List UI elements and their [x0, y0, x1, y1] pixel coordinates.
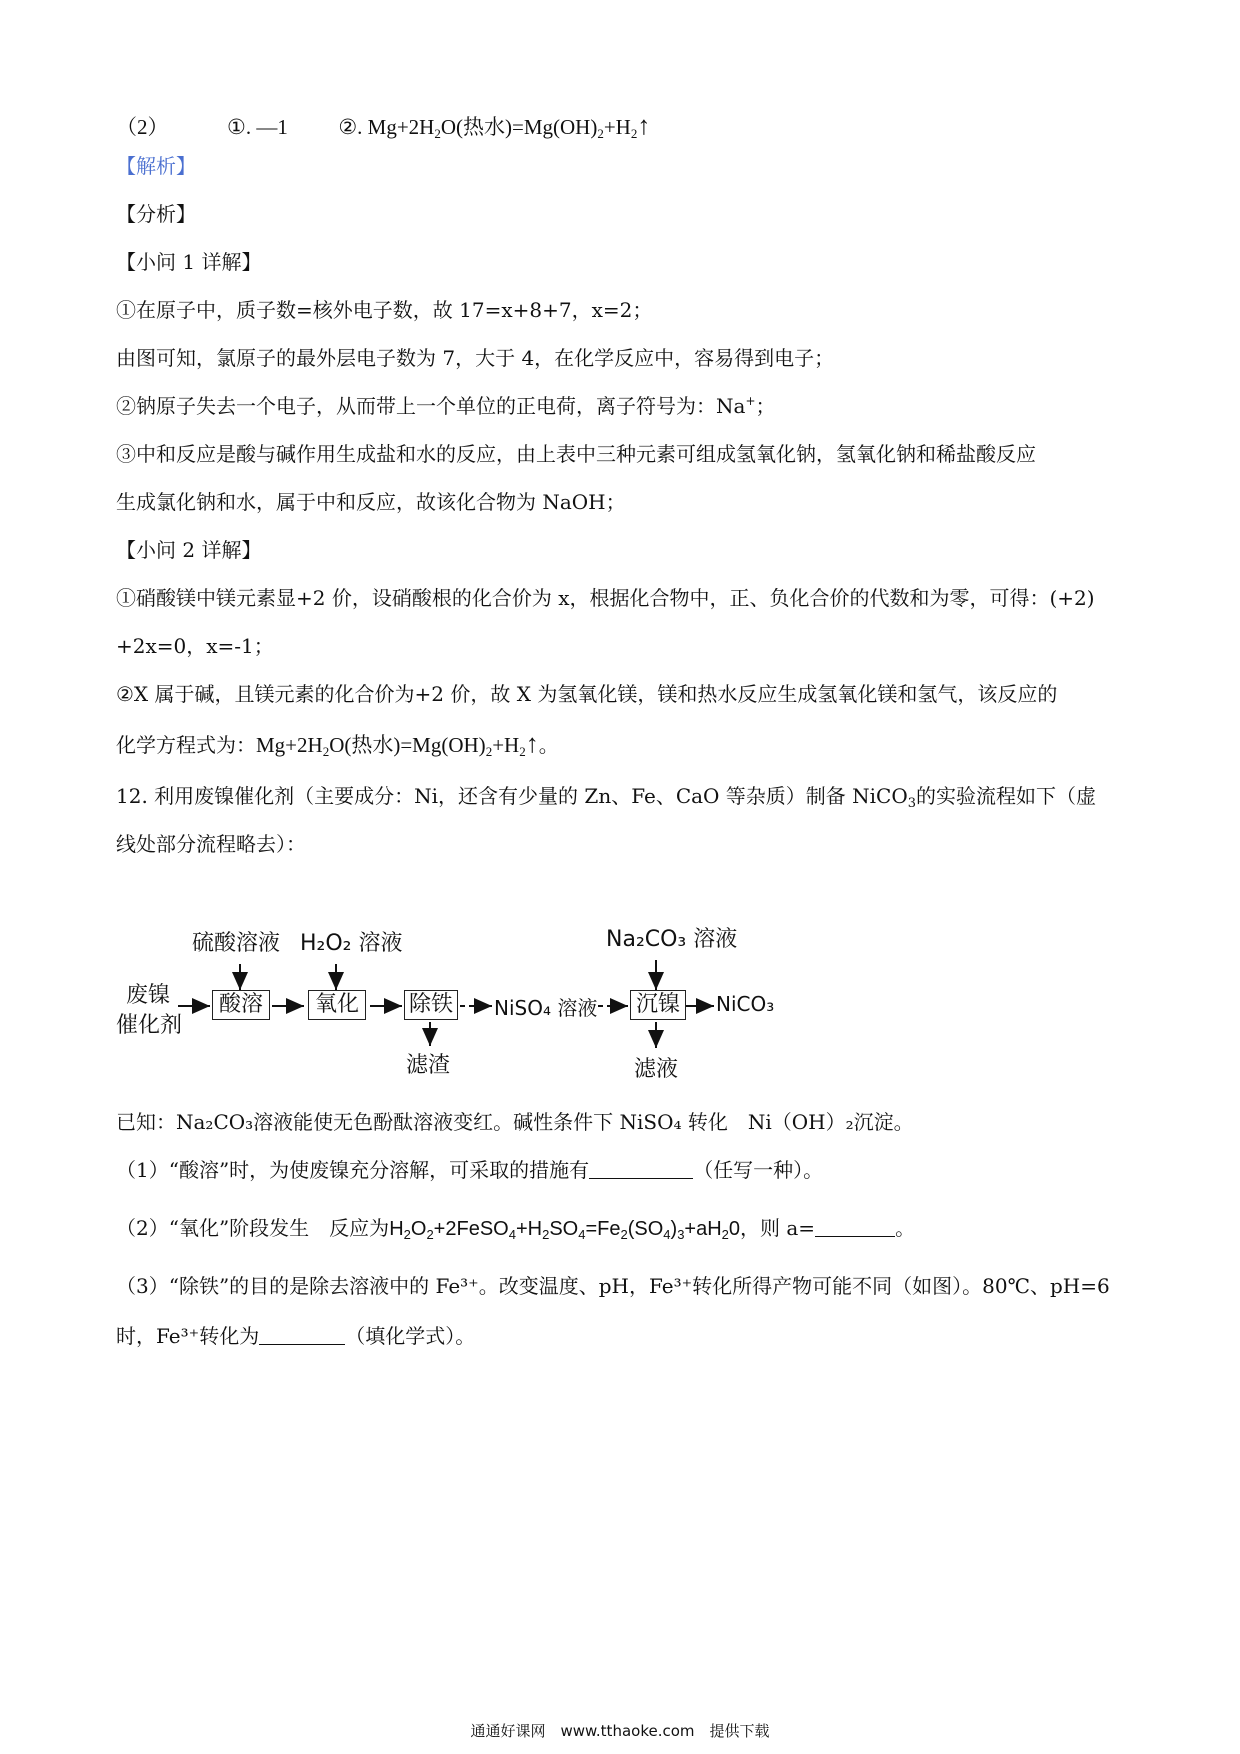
known-line: 已知：Na₂CO₃溶液能使无色酚酞溶液变红。碱性条件下 NiSO₄ 转化 Ni（OH）₂沉淀。	[116, 1110, 914, 1134]
sub2-formula: $Mg+2H_2O$(热水)$=Mg(OH)_2+H_2↑$	[256, 729, 539, 759]
input-label-1: 废镍	[126, 983, 171, 1008]
step-iron-removal: 除铁	[404, 990, 458, 1020]
answer-line	[116, 112, 650, 141]
sub1-line-2: 由图可知，氯原子的最外层电子数为 7，大于 4，在化学反应中，容易得到电子；	[116, 346, 835, 370]
answer-item-2-prefix: ②.	[338, 115, 363, 139]
question-3-line-1: （3）“除铁”的目的是除去溶液中的 Fe³⁺。改变温度、pH，Fe³⁺转化所得产物可能不同（如图）。80℃、pH=6	[116, 1274, 1110, 1298]
step-ni-precipitate: 沉镍	[630, 990, 686, 1020]
q12-line-1: 12. 利用废镍催化剂（主要成分：Ni，还含有少量的 Zn、Fe、CaO 等杂质）制备 NiCO$_3$的实验流程如下（虚	[116, 784, 1097, 811]
process-flow-diagram	[0, 920, 1240, 1100]
reagent-h2o2: H₂O₂ 溶液	[300, 931, 403, 956]
waste-filtrate: 滤液	[634, 1057, 679, 1082]
sub1-label: 【小问 1 详解】	[116, 250, 262, 274]
intermediate-niso4: NiSO₄ 溶液	[494, 996, 598, 1020]
reagent-acid: 硫酸溶液	[192, 931, 281, 956]
question-1: （1）“酸溶”时，为使废镍充分溶解，可采取的措施有 （任写一种）。	[116, 1158, 824, 1182]
oxidation-equation: $H_2O_2+2FeSO_4+H_2SO_4=Fe_2(SO_4)_3+aH_20$	[389, 1218, 741, 1242]
step-oxidize: 氧化	[308, 990, 366, 1020]
question-2: （2）“氧化”阶段发生 反应为$H_2O_2+2FeSO_4+H_2SO_4=Fe_2(SO_4)_3+aH_20$，则 a= 。	[116, 1216, 916, 1242]
sub1-line-4: ③中和反应是酸与碱作用生成盐和水的反应，由上表中三种元素可组成氢氧化钠，氢氧化钠和稀盐酸反应	[116, 442, 1036, 466]
answer-item-1: ①. —1	[227, 115, 288, 139]
input-label-2: 催化剂	[116, 1013, 183, 1038]
sub1-line-3: ②钠原子失去一个电子，从而带上一个单位的正电荷，离子符号为：Na+；	[116, 394, 776, 418]
sub1-line-5: 生成氯化钠和水，属于中和反应，故该化合物为 NaOH；	[116, 490, 626, 514]
waste-residue: 滤渣	[406, 1053, 451, 1078]
reagent-na2co3: Na₂CO₃ 溶液	[606, 927, 738, 952]
q12-line-2: 线处部分流程略去）：	[116, 832, 306, 856]
step-acid-dissolve: 酸溶	[212, 990, 270, 1020]
answer-part-label: （2）	[116, 115, 169, 139]
sub2-line-4: 化学方程式为：$Mg+2H_2O$(热水)$=Mg(OH)_2+H_2↑$。	[116, 729, 559, 759]
answer-blank-3[interactable]	[259, 1324, 345, 1345]
page-footer: 通通好课网 www.tthaoke.com 提供下载	[470, 1722, 770, 1740]
answer-blank-2[interactable]	[815, 1216, 895, 1237]
sub2-line-3: ②X 属于碱，且镁元素的化合价为+2 价，故 X 为氢氧化镁，镁和热水反应生成氢氧化镁和氢气，该反应的	[116, 682, 1058, 706]
sub2-line-2: +2x=0，x=-1；	[116, 634, 274, 658]
sub2-line-1: ①硝酸镁中镁元素显+2 价，设硝酸根的化合价为 x，根据化合物中，正、负化合价的代数和为零，可得：(+2)	[116, 586, 1095, 610]
answer-blank-1[interactable]	[589, 1158, 693, 1179]
answer-formula: $Mg+2H_2O$(热水)$=Mg(OH)_2+H_2↑$	[367, 111, 651, 141]
fenxi-label: 【分析】	[116, 202, 196, 226]
sub1-line-1: ①在原子中，质子数=核外电子数，故 17=x+8+7，x=2；	[116, 298, 653, 322]
question-3-line-2: 时，Fe³⁺转化为 （填化学式）。	[116, 1324, 476, 1348]
sub2-label: 【小问 2 详解】	[116, 538, 262, 562]
product-nico3: NiCO₃	[716, 992, 775, 1016]
analysis-label: 【解析】	[116, 154, 196, 178]
